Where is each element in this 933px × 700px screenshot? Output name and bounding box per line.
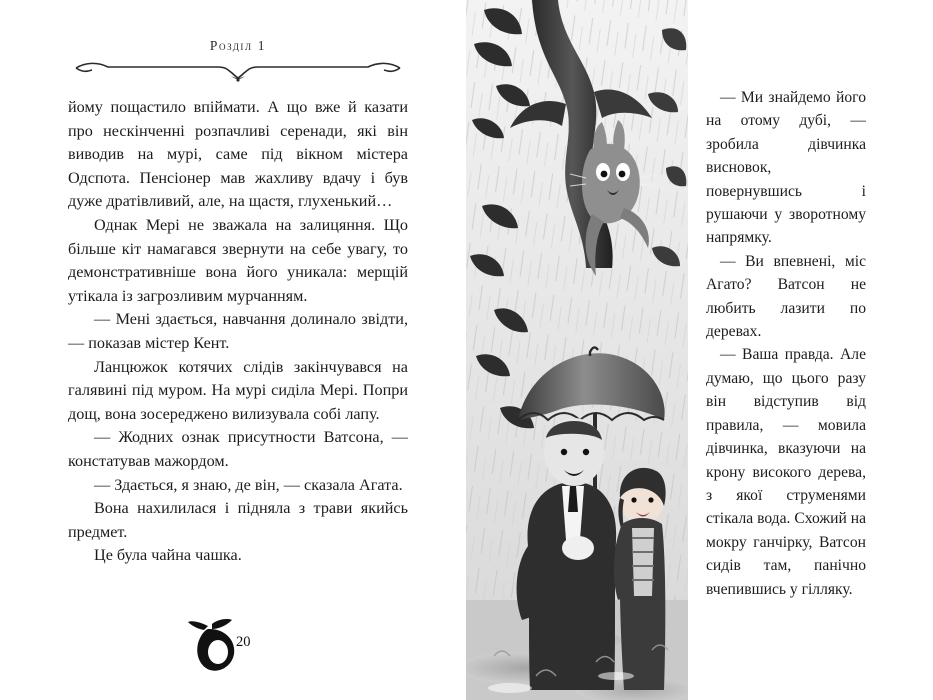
paragraph: — Мені здається, навчання долинало звідти, — показав містер Кент. [68,310,408,352]
page-gutter [688,0,689,700]
paragraph: Однак Мері не зважала на залицяння. Що більше кіт намагався звернути на себе увагу, то демонстративніше вона його уникала: мерщій утікала із загрозливим мурчанням. [68,215,408,305]
paragraph: Вона нахилилася і підняла з трави якийсь предмет. [68,499,408,541]
right-body-text [706,86,866,601]
left-text-column [68,28,408,688]
page-number: 20 [236,634,251,650]
paragraph: Це була чайна чашка. [94,546,242,565]
rain-illustration [466,0,688,700]
ornamental-rule [68,60,408,84]
left-body-text [68,96,408,568]
folio-ornament [178,616,308,676]
paragraph: — Ви впевнені, міс Агато? Ватсон не любить лазити по деревах. [706,252,866,341]
chapter-header: Розділ 1 [209,38,267,53]
paragraph: — Здається, я знаю, де він, — сказала Агата. [94,475,403,494]
illustration-panel [466,0,688,700]
right-text-column [706,86,866,646]
paragraph: — Ваша правда. Але думаю, що цього разу він відступив від правила, — мовила дівчинка, вказуючи на крону високого дерева, з якої струменями стікала вода. Схожий на мокру ганчірку, Ватсон сидів там, панічно вчепившись у гілляку. [706,346,866,598]
paragraph: йому пощастило впіймати. А що вже й казати про нескінченні розпачливі серенади, які він виводив на мурі, саме під вікном містера Одспота. Пенсіонер мав жахливу вдачу і був дуже дратівливий, але, на щастя, глухенький… [68,98,408,211]
paragraph: — Жодних ознак присутности Ватсона, — констатував мажордом. [68,428,408,470]
paragraph: — Ми знайдемо його на отому дубі, — зробила дівчинка висновок, повернувшись і рушаючи у зворотному напрямку. [706,89,866,247]
paragraph: Ланцюжок котячих слідів закінчувався на галявині під муром. На мурі сиділа Мері. Попри дощ, вона зосереджено вилизувала собі лапу. [68,357,408,423]
